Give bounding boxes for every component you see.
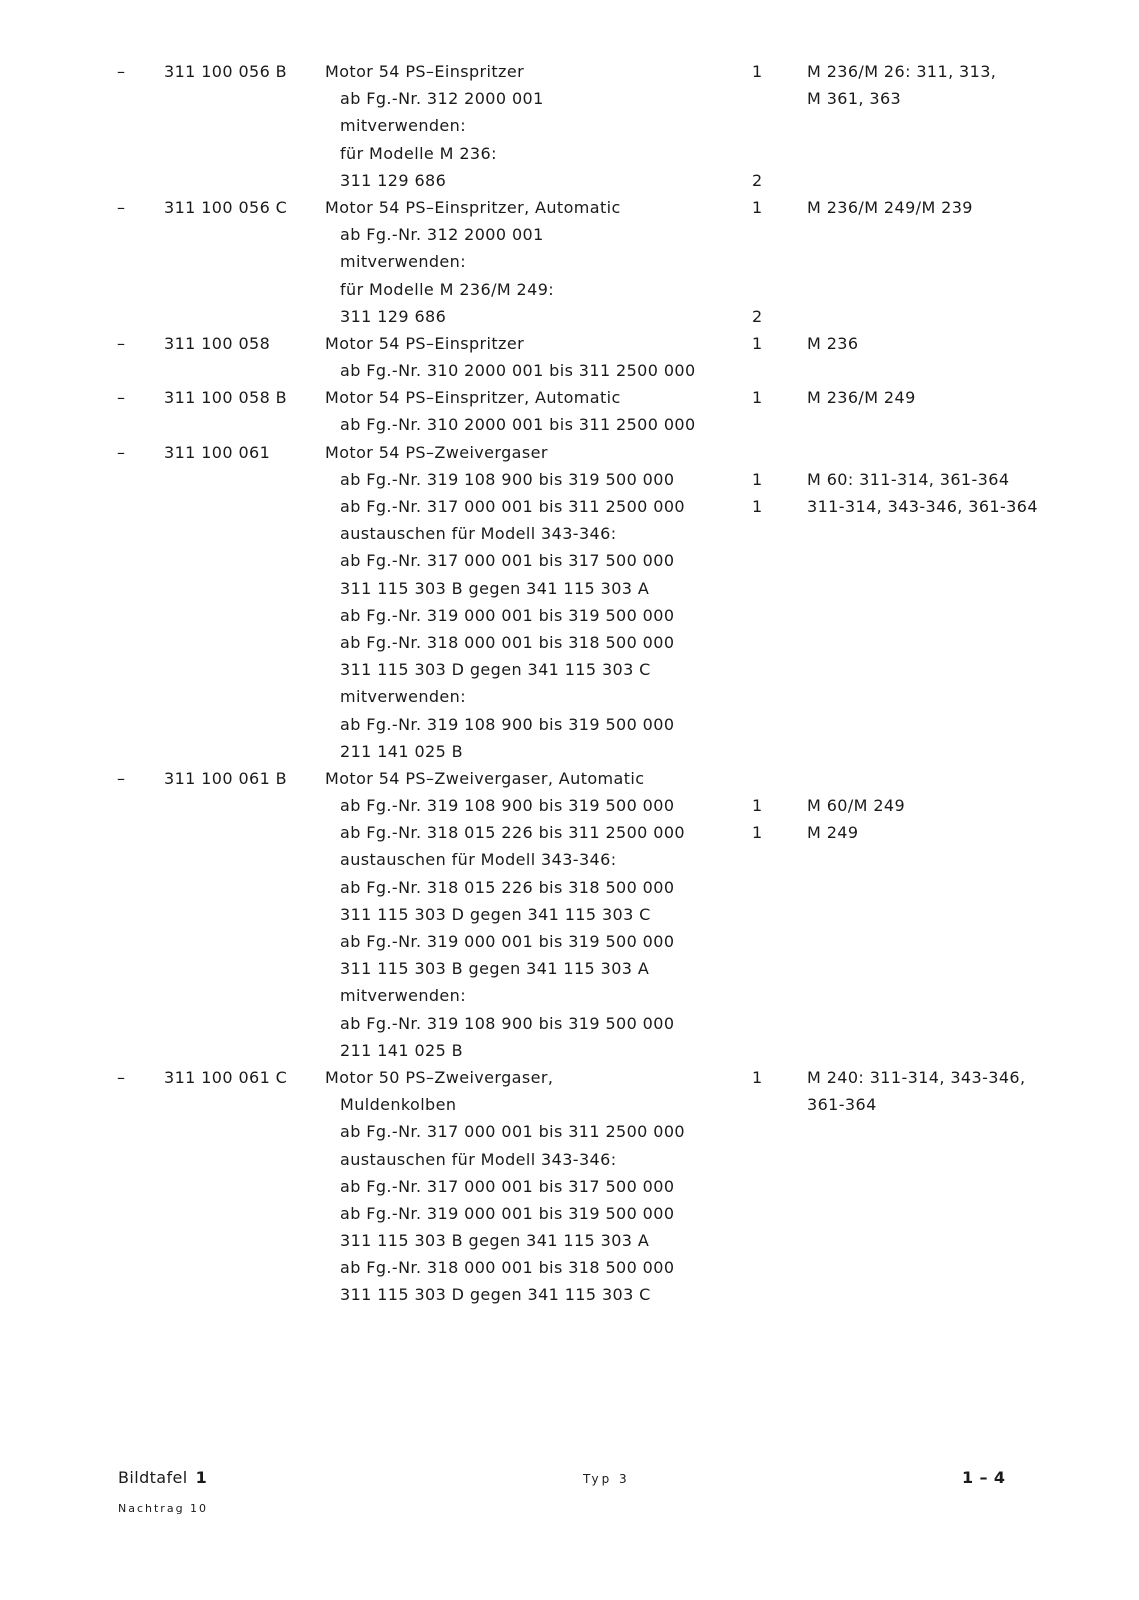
- part-description: mitverwenden:: [340, 252, 466, 272]
- part-row: [0, 221, 1139, 248]
- part-description: ab Fg.-Nr. 312 2000 001: [340, 225, 544, 245]
- quantity: 1: [752, 388, 763, 408]
- part-description: für Modelle M 236/M 249:: [340, 279, 555, 299]
- row-dash: –: [117, 388, 126, 408]
- part-row: [0, 711, 1139, 738]
- row-dash: –: [117, 333, 126, 353]
- part-description: ab Fg.-Nr. 319 108 900 bis 319 500 000: [340, 469, 675, 489]
- part-description: ab Fg.-Nr. 319 108 900 bis 319 500 000: [340, 796, 675, 816]
- part-row: [0, 357, 1139, 384]
- part-row: [0, 901, 1139, 928]
- part-row: [0, 411, 1139, 438]
- part-row: [0, 167, 1139, 194]
- part-description: ab Fg.-Nr. 312 2000 001: [340, 89, 544, 109]
- part-row: [0, 1146, 1139, 1173]
- row-dash: –: [117, 768, 126, 788]
- model-remark: M 60: 311-314, 361-364: [807, 469, 1010, 489]
- part-row: [0, 928, 1139, 955]
- part-row: [0, 846, 1139, 873]
- page-footer: [0, 1468, 1139, 1538]
- part-description: ab Fg.-Nr. 317 000 001 bis 311 2500 000: [340, 497, 685, 516]
- row-dash: –: [117, 62, 126, 81]
- model-remark: 361-364: [807, 1095, 877, 1115]
- part-row: [0, 58, 1139, 85]
- part-description: Motor 54 PS–Zweivergaser: [325, 442, 548, 462]
- part-description: Motor 50 PS–Zweivergaser,: [325, 1067, 554, 1087]
- part-row: [0, 1010, 1139, 1037]
- part-row: [0, 1254, 1139, 1281]
- model-remark: M 236/M 249/M 239: [807, 197, 973, 217]
- part-row: [0, 1227, 1139, 1254]
- quantity: 1: [752, 62, 763, 81]
- part-row: [0, 520, 1139, 547]
- part-description: ab Fg.-Nr. 319 000 001 bis 319 500 000: [340, 605, 675, 625]
- vehicle-type: Typ 3: [583, 1472, 630, 1486]
- part-row: [0, 112, 1139, 139]
- part-row: [0, 765, 1139, 792]
- part-description: ab Fg.-Nr. 310 2000 001 bis 311 2500 000: [340, 415, 696, 435]
- part-description: 311 115 303 B gegen 341 115 303 A: [340, 959, 650, 979]
- plate-number: 1: [195, 1468, 208, 1487]
- plate-label-text: Bildtafel: [118, 1468, 188, 1487]
- model-remark: M 236/M 26: 311, 313,: [807, 62, 997, 81]
- part-description: mitverwenden:: [340, 986, 466, 1006]
- part-description: ab Fg.-Nr. 318 000 001 bis 318 500 000: [340, 632, 675, 652]
- part-number: 311 100 061 B: [164, 768, 288, 788]
- part-description: Motor 54 PS–Einspritzer, Automatic: [325, 197, 621, 217]
- part-description: 211 141 025 B: [340, 1040, 464, 1060]
- quantity: 1: [752, 497, 763, 516]
- part-description: ab Fg.-Nr. 318 015 226 bis 311 2500 000: [340, 823, 685, 843]
- page-number: 1 – 4: [962, 1468, 1006, 1487]
- part-description: 311 115 303 D gegen 341 115 303 C: [340, 904, 651, 924]
- part-description: 311 115 303 D gegen 341 115 303 C: [340, 660, 651, 680]
- part-description: 311 115 303 B gegen 341 115 303 A: [340, 578, 650, 598]
- part-row: [0, 792, 1139, 819]
- part-row: [0, 656, 1139, 683]
- part-description: Motor 54 PS–Zweivergaser, Automatic: [325, 768, 645, 788]
- part-row: [0, 303, 1139, 330]
- quantity: 1: [752, 469, 763, 489]
- part-description: 311 129 686: [340, 170, 447, 190]
- part-row: [0, 85, 1139, 112]
- part-description: für Modelle M 236:: [340, 143, 497, 163]
- part-row: [0, 1091, 1139, 1118]
- quantity: 2: [752, 170, 763, 190]
- part-row: [0, 493, 1139, 520]
- model-remark: M 236/M 249: [807, 388, 916, 408]
- quantity: 2: [752, 306, 763, 326]
- part-row: [0, 1118, 1139, 1145]
- row-dash: –: [117, 197, 126, 217]
- part-description: Muldenkolben: [340, 1095, 457, 1115]
- part-number: 311 100 061 C: [164, 1067, 288, 1087]
- part-description: ab Fg.-Nr. 319 000 001 bis 319 500 000: [340, 1203, 675, 1223]
- part-description: ab Fg.-Nr. 317 000 001 bis 311 2500 000: [340, 1122, 685, 1142]
- part-description: Motor 54 PS–Einspritzer, Automatic: [325, 388, 621, 408]
- part-row: [0, 1064, 1139, 1091]
- part-row: [0, 330, 1139, 357]
- part-number: 311 100 056 B: [164, 62, 288, 81]
- part-row: [0, 547, 1139, 574]
- part-row: [0, 874, 1139, 901]
- quantity: 1: [752, 333, 763, 353]
- part-description: mitverwenden:: [340, 687, 466, 707]
- part-row: [0, 439, 1139, 466]
- model-remark: M 361, 363: [807, 89, 902, 109]
- part-row: [0, 575, 1139, 602]
- quantity: 1: [752, 197, 763, 217]
- part-description: austauschen für Modell 343-346:: [340, 524, 617, 544]
- part-description: ab Fg.-Nr. 319 108 900 bis 319 500 000: [340, 714, 675, 734]
- part-row: [0, 1037, 1139, 1064]
- part-number: 311 100 058: [164, 333, 271, 353]
- part-row: [0, 466, 1139, 493]
- model-remark: 311-314, 343-346, 361-364: [807, 497, 1038, 516]
- part-row: [0, 1173, 1139, 1200]
- quantity: 1: [752, 796, 763, 816]
- part-description: Motor 54 PS–Einspritzer: [325, 333, 525, 353]
- model-remark: M 60/M 249: [807, 796, 906, 816]
- part-row: [0, 819, 1139, 846]
- part-description: ab Fg.-Nr. 310 2000 001 bis 311 2500 000: [340, 361, 696, 381]
- part-row: [0, 602, 1139, 629]
- parts-list: [0, 58, 1139, 1309]
- part-description: 211 141 025 B: [340, 741, 464, 761]
- part-row: [0, 738, 1139, 765]
- part-row: [0, 955, 1139, 982]
- plate-label: [118, 1468, 207, 1487]
- part-description: ab Fg.-Nr. 319 000 001 bis 319 500 000: [340, 932, 675, 951]
- part-description: ab Fg.-Nr. 319 108 900 bis 319 500 000: [340, 1013, 675, 1033]
- supplement-label: Nachtrag 10: [118, 1502, 209, 1515]
- part-row: [0, 982, 1139, 1009]
- part-description: 311 129 686: [340, 306, 447, 326]
- part-description: austauschen für Modell 343-346:: [340, 1149, 617, 1169]
- part-row: [0, 384, 1139, 411]
- row-dash: –: [117, 442, 126, 462]
- part-number: 311 100 058 B: [164, 388, 288, 408]
- part-description: austauschen für Modell 343-346:: [340, 850, 617, 870]
- part-row: [0, 248, 1139, 275]
- quantity: 1: [752, 823, 763, 843]
- part-description: ab Fg.-Nr. 317 000 001 bis 317 500 000: [340, 1176, 675, 1196]
- model-remark: M 249: [807, 823, 859, 843]
- part-row: [0, 683, 1139, 710]
- part-description: ab Fg.-Nr. 317 000 001 bis 317 500 000: [340, 551, 675, 571]
- part-row: [0, 1200, 1139, 1227]
- part-description: Motor 54 PS–Einspritzer: [325, 62, 525, 81]
- part-row: [0, 194, 1139, 221]
- model-remark: M 240: 311-314, 343-346,: [807, 1067, 1026, 1087]
- part-row: [0, 629, 1139, 656]
- part-description: 311 115 303 B gegen 341 115 303 A: [340, 1231, 650, 1251]
- quantity: 1: [752, 1067, 763, 1087]
- row-dash: –: [117, 1067, 126, 1087]
- model-remark: M 236: [807, 333, 859, 353]
- part-row: [0, 140, 1139, 167]
- part-description: ab Fg.-Nr. 318 000 001 bis 318 500 000: [340, 1258, 675, 1278]
- part-description: 311 115 303 D gegen 341 115 303 C: [340, 1285, 651, 1305]
- part-row: [0, 1281, 1139, 1308]
- part-description: mitverwenden:: [340, 116, 466, 136]
- part-number: 311 100 061: [164, 442, 271, 462]
- part-description: ab Fg.-Nr. 318 015 226 bis 318 500 000: [340, 877, 675, 897]
- part-number: 311 100 056 C: [164, 197, 288, 217]
- part-row: [0, 276, 1139, 303]
